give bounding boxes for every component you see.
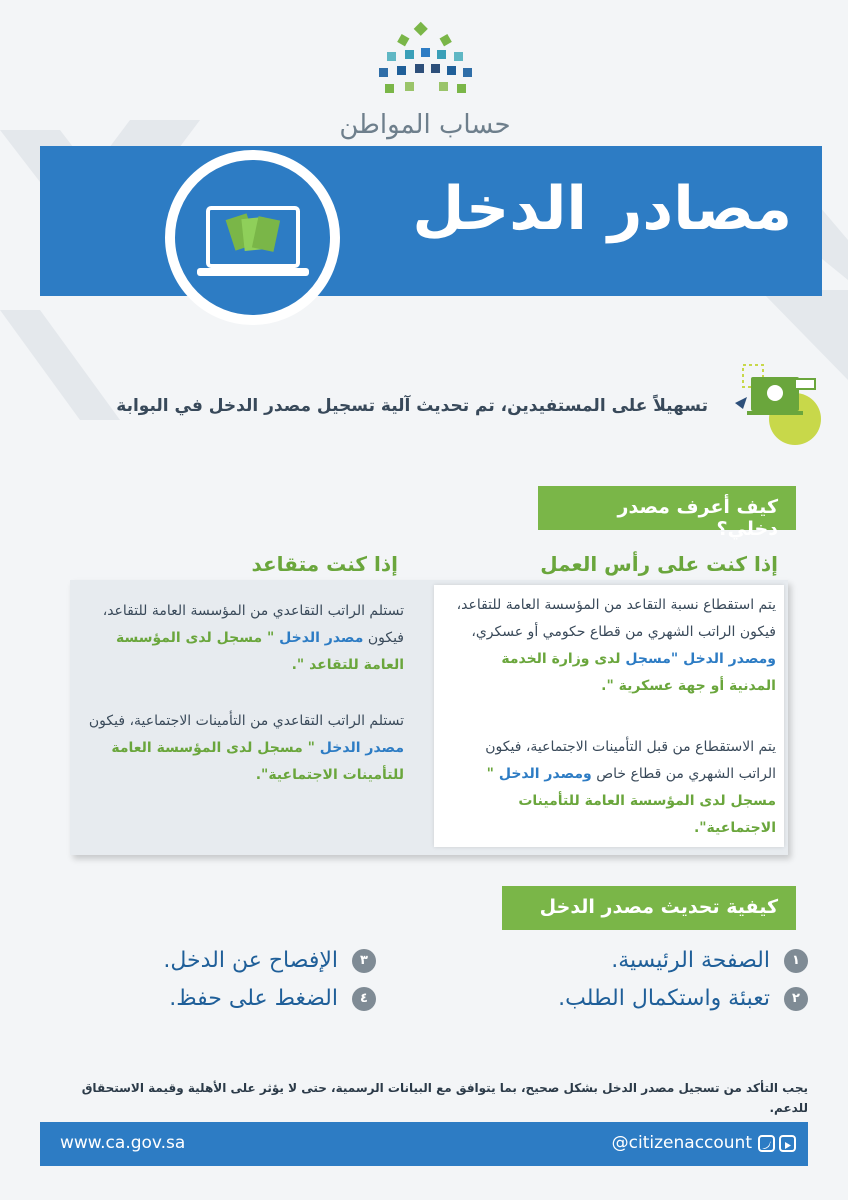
working-column-title: إذا كنت على رأس العمل <box>540 552 778 576</box>
section-title-how-to-update: كيفية تحديث مصدر الدخل <box>502 886 796 930</box>
intro-row <box>38 378 828 448</box>
disclaimer-note: يجب التأكد من تسجيل مصدر الدخل بشكل صحيح، بما يتوافق مع البيانات الرسمية، حتى لا يؤثر على الأهلية وقيمة الاستحقاق للدعم. <box>81 1081 808 1115</box>
retired-paragraph-2: تستلم الراتب التقاعدي من التأمينات الاجتماعية، فيكون مصدر الدخل " مسجل لدى المؤسسة العامة للتأمينات الاجتماعية". <box>88 713 404 783</box>
brand-name: حساب المواطن <box>339 110 511 140</box>
citizen-account-logo-icon <box>330 18 520 110</box>
laptop-badge <box>165 150 340 325</box>
step-number: ٤ <box>352 987 376 1011</box>
website-link[interactable]: www.ca.gov.sa <box>60 1133 186 1153</box>
retired-paragraph-1: تستلم الراتب التقاعدي من المؤسسة العامة للتقاعد، فيكون مصدر الدخل " مسجل لدى المؤسسة العامة للتقاعد ". <box>102 603 404 673</box>
step-number: ١ <box>784 949 808 973</box>
brand-logo <box>330 18 520 138</box>
working-paragraph-2: يتم الاستقطاع من قبل التأمينات الاجتماعية، فيكون الراتب الشهري من قطاع خاص ومصدر الدخل " مسجل لدى المؤسسة العامة للتأمينات الاجتماعية". <box>485 739 776 836</box>
retired-column-title: إذا كنت متقاعد <box>251 552 398 576</box>
youtube-icon[interactable] <box>779 1135 796 1152</box>
step-3: ٣الإفصاح عن الدخل. <box>163 948 376 973</box>
laptop-money-icon <box>175 160 330 315</box>
section-title-how-to-know: كيف أعرف مصدر دخلي؟ <box>538 486 796 530</box>
working-paragraph-1: يتم استقطاع نسبة التقاعد من المؤسسة العامة للتقاعد، فيكون الراتب الشهري من قطاع حكومي أو عسكري، ومصدر الدخل "مسجل لدى وزارة الخدمة المدنية أو جهة عسكرية ". <box>456 597 776 694</box>
title-banner <box>40 146 822 296</box>
step-4: ٤الضغط على حفظ. <box>169 986 376 1011</box>
page-title: مصادر الدخل <box>412 174 792 244</box>
intro-text: تسهيلاً على المستفيدين، تم تحديث آلية تسجيل مصدر الدخل في البوابة <box>116 396 708 416</box>
step-2: ٢تعبئة واستكمال الطلب. <box>558 986 808 1011</box>
monitor-user-icon <box>733 363 828 448</box>
step-1: ١الصفحة الرئيسية. <box>611 948 808 973</box>
social-handle[interactable]: @citizenaccount <box>611 1133 752 1153</box>
step-number: ٣ <box>352 949 376 973</box>
step-number: ٢ <box>784 987 808 1011</box>
twitter-icon[interactable] <box>758 1135 775 1152</box>
footer-bar <box>40 1122 808 1166</box>
